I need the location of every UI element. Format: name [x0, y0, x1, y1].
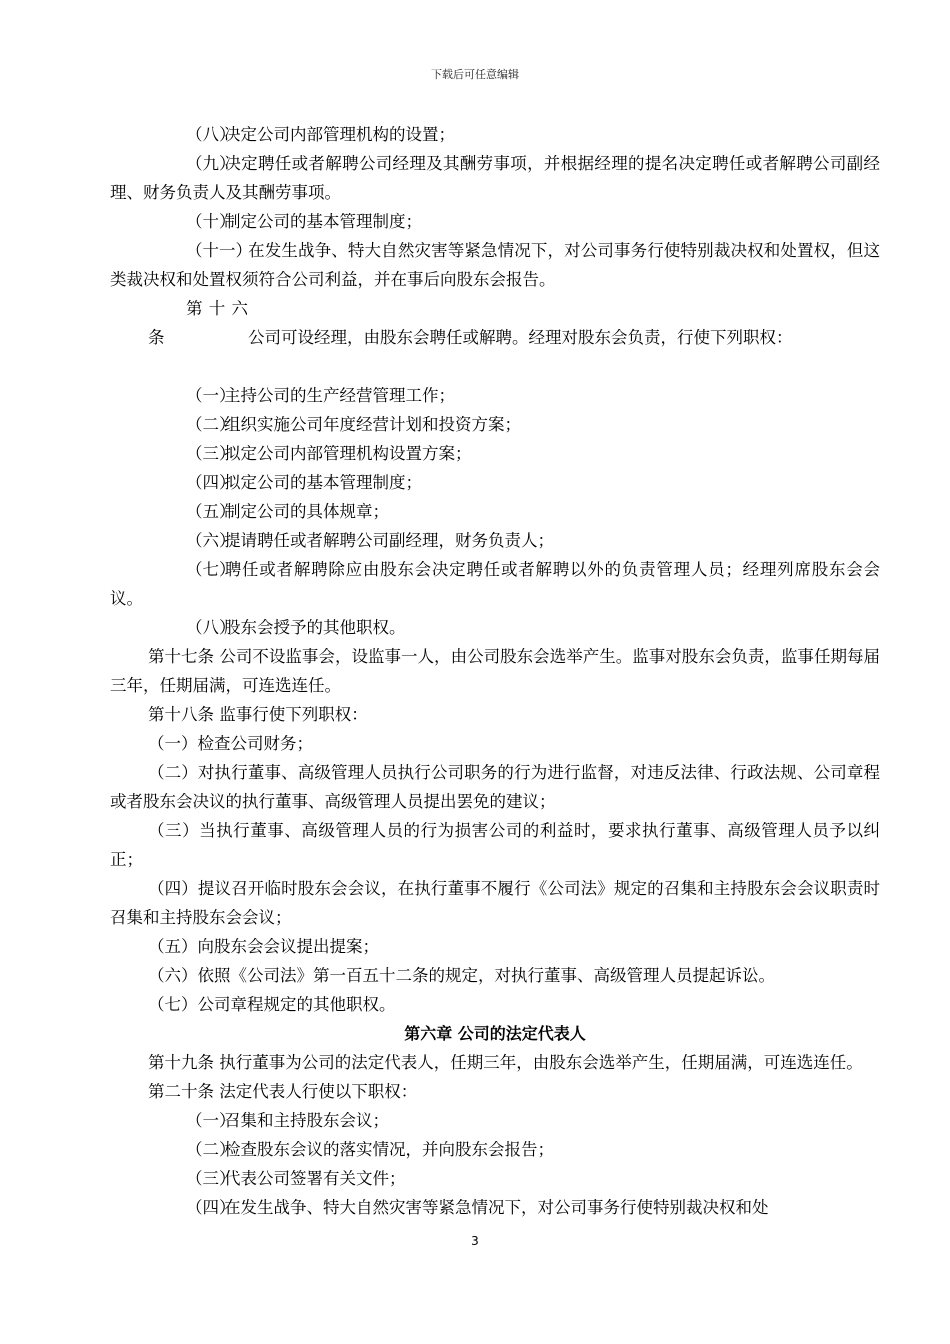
paragraph: （四）提议召开临时股东会会议，在执行董事不履行《公司法》规定的召集和主持股东会会议职责时召集和主持股东会会议； [110, 879, 880, 927]
item-number: （三） [186, 444, 236, 463]
paragraph: （七）公司章程规定的其他职权。 [148, 995, 396, 1014]
item-text: 制定公司的具体规章； [224, 502, 389, 521]
list-item [110, 526, 880, 555]
item-text: 制定公司的基本管理制度； [224, 212, 422, 231]
item-number: （七） [186, 560, 236, 579]
item-text: 决定聘任或者解聘公司经理及其酬劳事项，并根据经理的提名决定聘任或者解聘公司副经理、财务负责人及其酬劳事项。 [110, 154, 880, 202]
paragraph: （二）对执行董事、高级管理人员执行公司职务的行为进行监督，对违反法律、行政法规、公司章程或者股东会决议的执行董事、高级管理人员提出罢免的建议； [110, 763, 880, 811]
item-text: 公司可设经理，由股东会聘任或解聘。经理对股东会负责，行使下列职权： [248, 328, 793, 347]
paragraph: 第二十条 法定代表人行使以下职权： [148, 1082, 418, 1101]
list-item [110, 120, 880, 149]
list-item [110, 381, 880, 410]
article-number: 第十六条 [148, 299, 248, 347]
list-item [110, 439, 880, 468]
paragraph: 第十九条 执行董事为公司的法定代表人，任期三年，由股东会选举产生，任期届满，可连选连任。 [148, 1053, 863, 1072]
item-number: （五） [186, 502, 236, 521]
paragraph: （五）向股东会会议提出提案； [148, 937, 379, 956]
item-text: 拟定公司内部管理机构设置方案； [224, 444, 472, 463]
item-number: （四） [186, 473, 236, 492]
paragraph: （六）依照《公司法》第一百五十二条的规定，对执行董事、高级管理人员提起诉讼。 [148, 966, 775, 985]
article-paragraph [110, 294, 880, 352]
item-number: （九） [186, 154, 236, 173]
item-number: （八） [186, 618, 236, 637]
item-text: 决定公司内部管理机构的设置； [224, 125, 455, 144]
item-number: （十一） [186, 241, 252, 260]
item-number: （八） [186, 125, 236, 144]
page-header: 下载后可任意编辑 [431, 68, 519, 81]
list-item [110, 236, 880, 294]
item-number: （一） [186, 1111, 236, 1130]
list-item [110, 1164, 880, 1193]
item-text: 召集和主持股东会议； [224, 1111, 389, 1130]
paragraph: （三）当执行董事、高级管理人员的行为损害公司的利益时，要求执行董事、高级管理人员予以纠正； [110, 821, 880, 869]
list-item [110, 1193, 880, 1222]
item-text: 股东会授予的其他职权。 [224, 618, 406, 637]
item-text: 主持公司的生产经营管理工作； [224, 386, 455, 405]
paragraph: （一）检查公司财务； [148, 734, 313, 753]
item-number: （三） [186, 1169, 236, 1188]
item-number: （一） [186, 386, 236, 405]
item-number: （十） [186, 212, 236, 231]
item-text: 在发生战争、特大自然灾害等紧急情况下，对公司事务行使特别裁决权和处 [224, 1198, 769, 1217]
item-text: 在发生战争、特大自然灾害等紧急情况下，对公司事务行使特别裁决权和处置权，但这类裁决权和处置权须符合公司利益，并在事后向股东会报告。 [110, 241, 880, 289]
item-number: （六） [186, 531, 236, 550]
item-number: （四） [186, 1198, 236, 1217]
item-text: 提请聘任或者解聘公司副经理，财务负责人； [224, 531, 554, 550]
item-text: 组织实施公司年度经营计划和投资方案； [224, 415, 521, 434]
item-text: 检查股东会议的落实情况，并向股东会报告； [224, 1140, 554, 1159]
chapter-heading: 第六章 公司的法定代表人 [404, 1024, 586, 1043]
list-item [110, 613, 880, 642]
list-item [110, 410, 880, 439]
paragraph: 第十七条 公司不设监事会，设监事一人，由公司股东会选举产生。监事对股东会负责，监事任期每届三年，任期届满，可连选连任。 [110, 647, 880, 695]
list-item [110, 1106, 880, 1135]
paragraph: 第十八条 监事行使下列职权： [148, 705, 368, 724]
list-item [110, 468, 880, 497]
list-item [110, 497, 880, 526]
item-number: （二） [186, 1140, 236, 1159]
item-text: 代表公司签署有关文件； [224, 1169, 406, 1188]
list-item [110, 149, 880, 207]
blank-line [110, 352, 880, 381]
list-item [110, 207, 880, 236]
list-item [110, 1135, 880, 1164]
page-number: 3 [471, 1234, 479, 1248]
list-item [110, 555, 880, 613]
item-text: 聘任或者解聘除应由股东会决定聘任或者解聘以外的负责管理人员；经理列席股东会会议。 [110, 560, 880, 608]
item-number: （二） [186, 415, 236, 434]
item-text: 拟定公司的基本管理制度； [224, 473, 422, 492]
document-body [110, 120, 880, 1222]
